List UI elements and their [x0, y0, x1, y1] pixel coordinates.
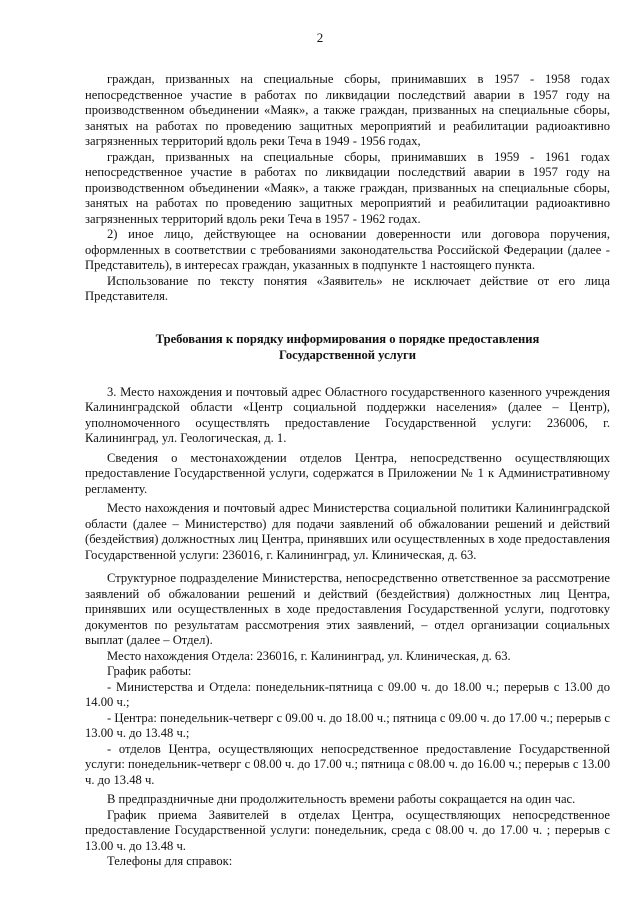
page-number: 2 — [316, 30, 324, 45]
paragraph: Структурное подразделение Министерства, непосредственно ответственное за рассмотрение заявлений об обжаловании решений и действий (бездействия) должностных лиц Центра, принявших или осуществленных в ходе предоставления Государственной услуги, подготовку документов по результатам рассмотрения этих заявлений, – отдел организации социальных выплат (далее – Отдел). — [85, 571, 610, 647]
paragraph: Телефоны для справок: — [107, 854, 233, 868]
paragraph: 3. Место нахождения и почтовый адрес Областного государственного казенного учреждения Калининградской области «Центр социальной поддержки населения» (далее – Центр), уполномоченного осуществлять предоставление Государственной услуги: 236006, г. Калининград, ул. Геологическая, д. 1. — [85, 384, 610, 445]
paragraph: График работы: — [107, 664, 192, 678]
paragraph: В предпраздничные дни продолжительность времени работы сокращается на один час. — [107, 792, 576, 806]
list-item: - Центра: понедельник-четверг с 09.00 ч. до 18.00 ч.; пятница с 09.00 ч. до 17.00 ч.; перерыв с 13.00 ч. до 13.48 ч.; — [85, 710, 610, 740]
paragraph: Место нахождения Отдела: 236016, г. Калининград, ул. Клиническая, д. 63. — [107, 648, 511, 663]
section-heading-line: Государственной услуги — [278, 347, 417, 362]
list-item: - Министерства и Отдела: понедельник-пятница с 09.00 ч. до 18.00 ч.; перерыв с 13.00 до 14.00 ч.; — [85, 679, 610, 709]
section-heading-line: Требования к порядку информирования о порядке предоставления — [155, 331, 540, 346]
paragraph: Место нахождения и почтовый адрес Министерства социальной политики Калининградской области (далее – Министерство) для подачи заявлений об обжаловании решений и действий (бездействия) должностных лиц Центра, принявших или осуществленных в ходе предоставления Государственной услуги: 236016, г. Калининград, ул. Клиническая, д. 63. — [85, 501, 610, 562]
paragraph: График приема Заявителей в отделах Центра, осуществляющих непосредственное предоставление Государственной услуги: понедельник, среда с 08.00 ч. до 17.00 ч. ; перерыв с 13.00 ч. до 13.48 ч. — [85, 807, 610, 853]
paragraph: Сведения о местонахождении отделов Центра, непосредственно осуществляющих предоставление Государственной услуги, содержатся в Приложении № 1 к Административному регламенту. — [85, 450, 610, 496]
paragraph: Использование по тексту понятия «Заявитель» не исключает действие от его лица Представителя. — [85, 273, 610, 303]
paragraph: граждан, призванных на специальные сборы, принимавших в 1959 - 1961 годах непосредственное участие в работах по ликвидации последствий аварии в 1957 году на производственном объединении «Маяк», а также граждан, призванных на специальные сборы, занятых на работах по проведению защитных мероприятий и реабилитации радиоактивно загрязненных территорий вдоль реки Теча в 1957 - 1962 годах. — [85, 149, 610, 226]
list-item: - отделов Центра, осуществляющих непосредственное предоставление Государственной услуги: понедельник-четверг с 08.00 ч. до 17.00 ч.; пятница с 08.00 ч. до 16.00 ч.; перерыв с 13.00 ч. до 13.48 ч. — [85, 741, 610, 787]
document-body — [85, 72, 610, 870]
section-heading — [85, 331, 610, 363]
paragraph: граждан, призванных на специальные сборы, принимавших в 1957 - 1958 годах непосредственное участие в работах по ликвидации последствий аварии в 1957 году на производственном объединении «Маяк», а также граждан, призванных на специальные сборы, занятых на работах по проведению защитных мероприятий и реабилитации радиоактивно загрязненных территорий вдоль реки Теча в 1949 - 1956 годах, — [85, 72, 610, 148]
paragraph: 2) иное лицо, действующее на основании доверенности или договора поручения, оформленных в соответствии с требованиями законодательства Российской Федерации (далее - Представитель), в интересах граждан, указанных в подпункте 1 настоящего пункта. — [85, 227, 610, 272]
